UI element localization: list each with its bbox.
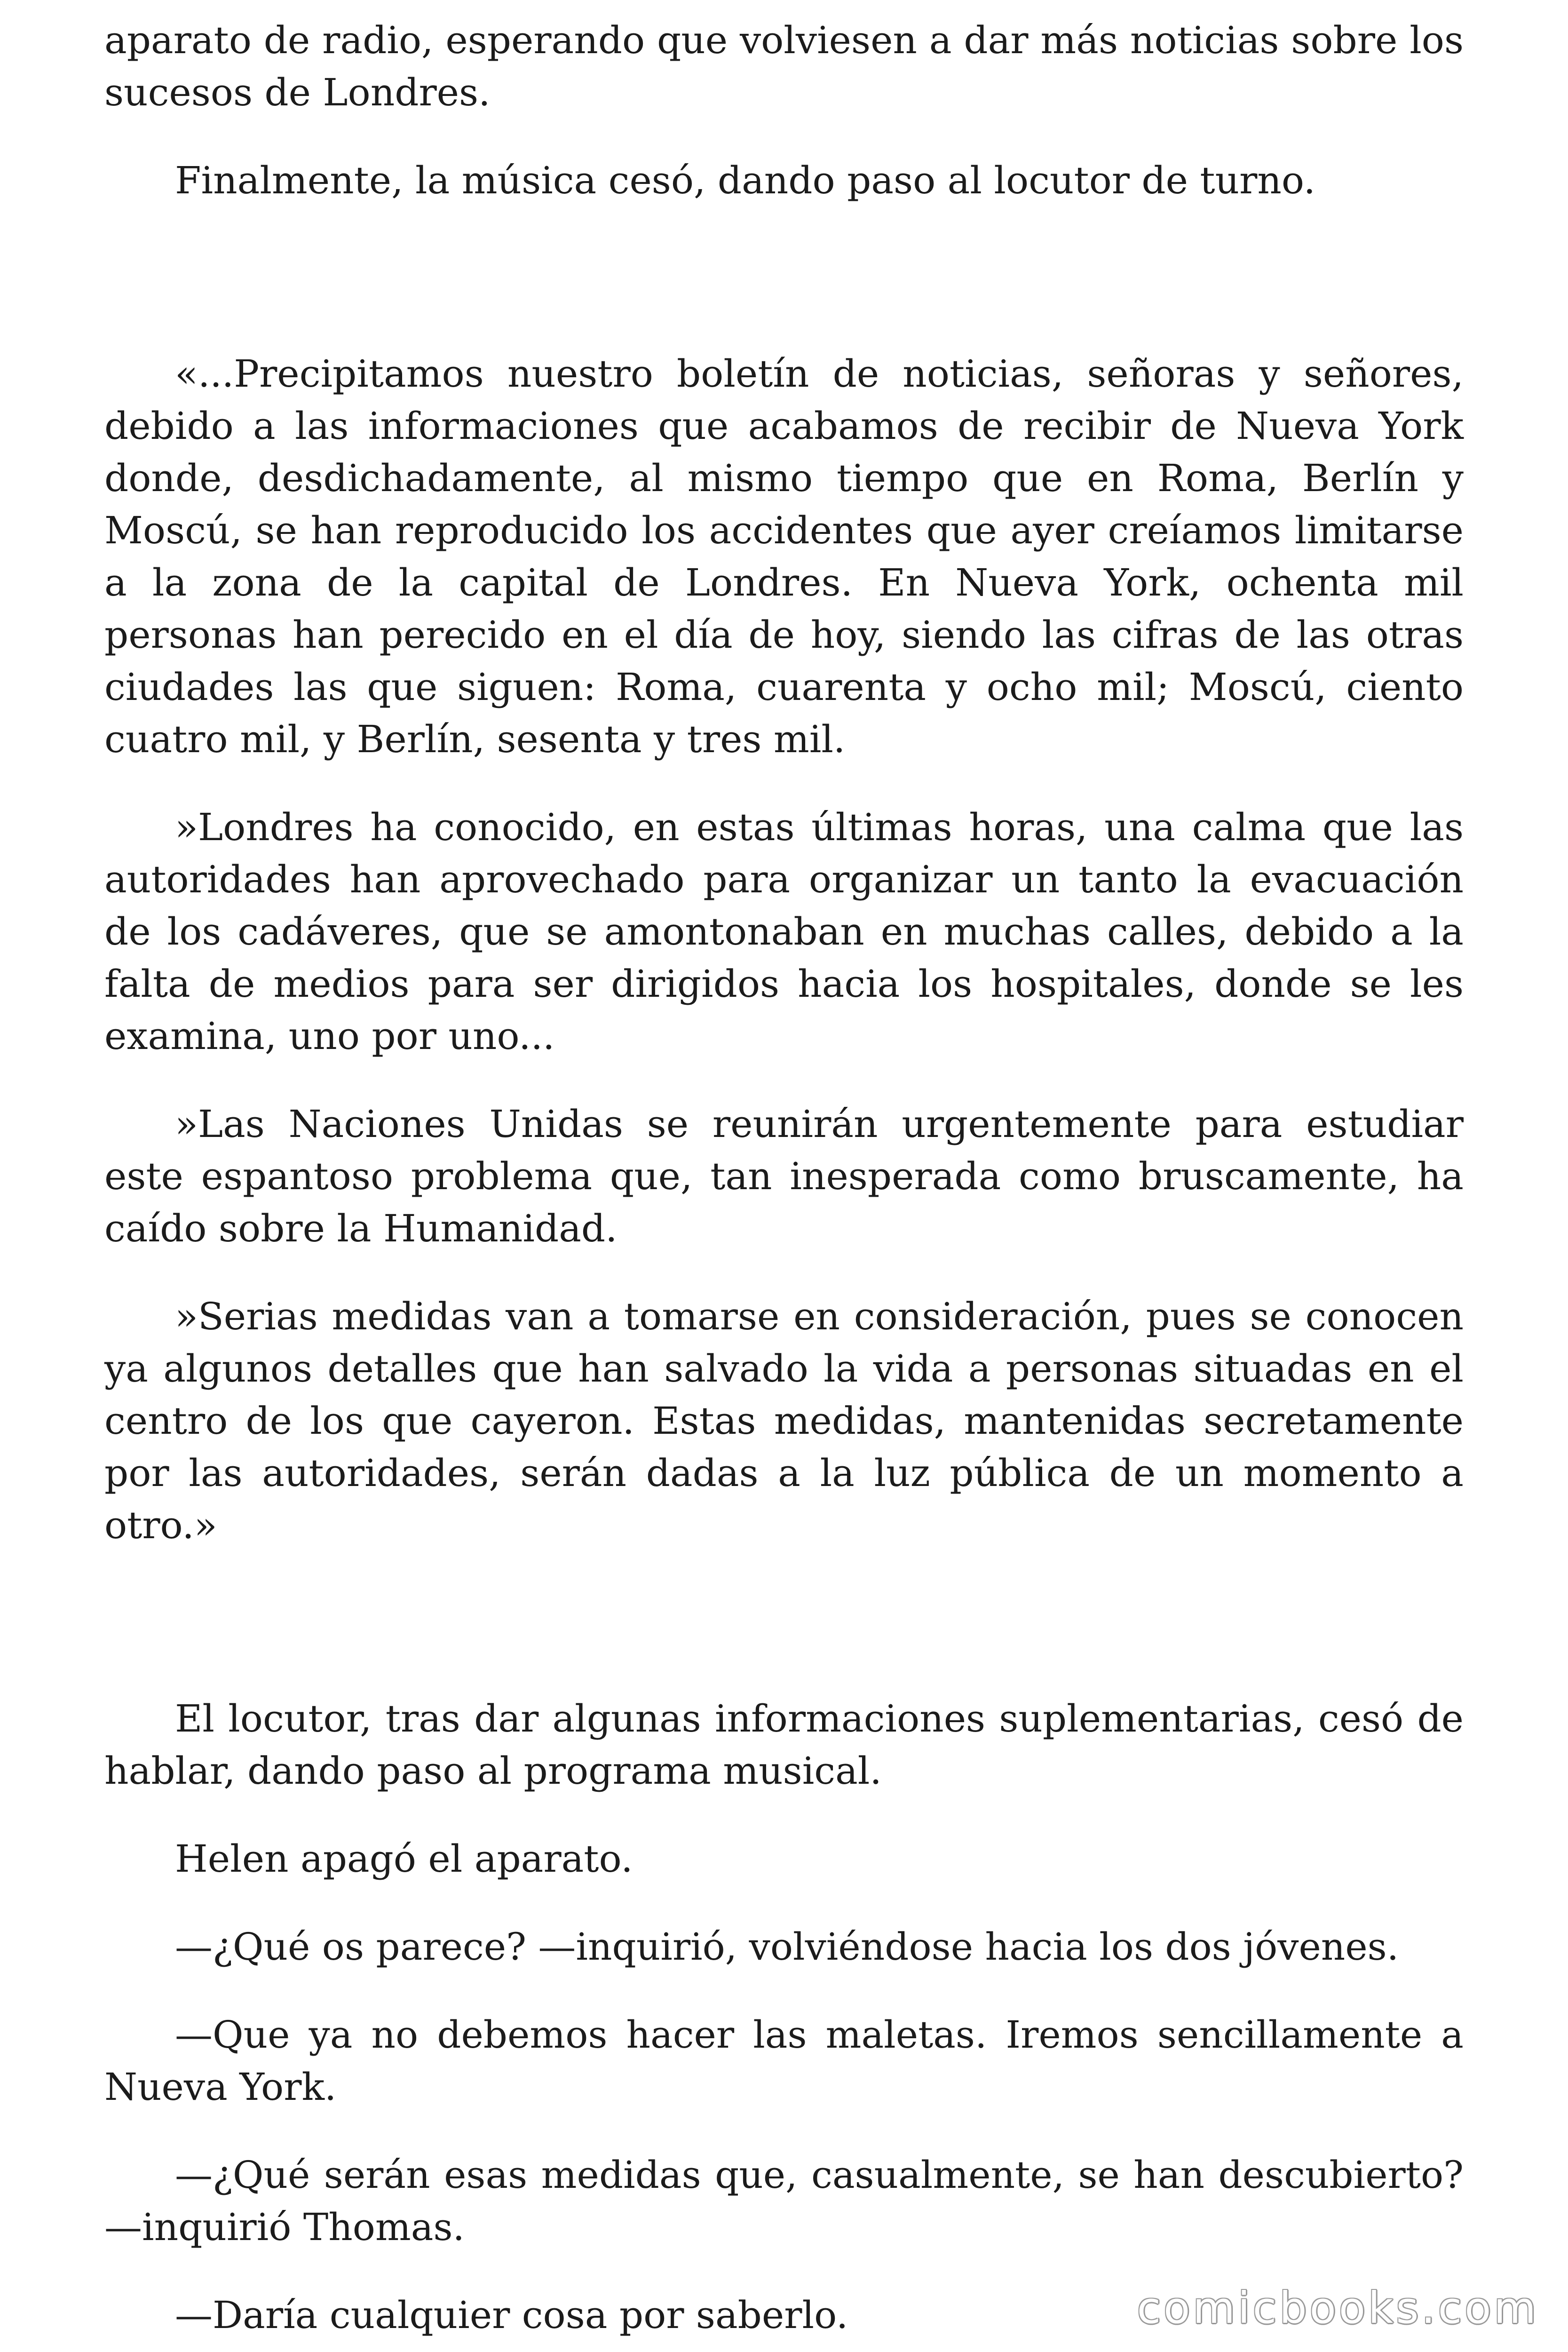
paragraph-serious-measures: »Serias medidas van a tomarse en consideración, pues se conocen ya algunos detalles que han salvado la vida a personas situadas en el centro de los que cayeron. Estas medidas, mantenidas secretamente por las autoridades, serán dadas a la luz pública de un momento a otro.»	[104, 1295, 1464, 1547]
body-text	[104, 14, 1464, 2352]
paragraph-helen-radio-off: Helen apagó el aparato.	[175, 1837, 633, 1881]
paragraph-news-bulletin: «...Precipitamos nuestro boletín de noticias, señoras y señores, debido a las informaciones que acabamos de recibir de Nueva York donde, desdichadamente, al mismo tiempo que en Roma, Berlín y Moscú, se han reproducido los accidentes que ayer creíamos limitarse a la zona de la capital de Londres. En Nueva York, ochenta mil personas han perecido en el día de hoy, siendo las cifras de las otras ciudades las que siguen: Roma, cuarenta y ocho mil; Moscú, ciento cuatro mil, y Berlín, sesenta y tres mil.	[104, 352, 1464, 761]
dialogue-line-last: —Daría cualquier cosa por saberlo.	[175, 2293, 848, 2337]
paragraph-united-nations: »Las Naciones Unidas se reunirán urgentemente para estudiar este espantoso problema que, tan inesperada como bruscamente, ha caído sobre la Humanidad.	[104, 1102, 1464, 1250]
dialogue-line-thomas: —¿Qué serán esas medidas que, casualmente, se han descubierto? —inquirió Thomas.	[104, 2153, 1464, 2249]
paragraph-music-ends: Finalmente, la música cesó, dando paso al locutor de turno.	[175, 159, 1316, 202]
paragraph-announcer-stops: El locutor, tras dar algunas informaciones suplementarias, cesó de hablar, dando paso al programa musical.	[104, 1697, 1464, 1793]
dialogue-line-reply: —Que ya no debemos hacer las maletas. Iremos sencillamente a Nueva York.	[104, 2013, 1464, 2109]
dialogue-line-helen: —¿Qué os parece? —inquirió, volviéndose hacia los dos jóvenes.	[175, 1925, 1399, 1969]
paragraph-continuation: aparato de radio, esperando que volviesen a dar más noticias sobre los sucesos de Londres.	[104, 18, 1464, 114]
paragraph-london-calm: »Londres ha conocido, en estas últimas horas, una calma que las autoridades han aprovechado para organizar un tanto la evacuación de los cadáveres, que se amontonaban en muchas calles, debido a la falta de medios para ser dirigidos hacia los hospitales, donde se les examina, uno por uno...	[104, 805, 1464, 1058]
watermark: comicbooks.com	[1137, 2283, 1539, 2333]
